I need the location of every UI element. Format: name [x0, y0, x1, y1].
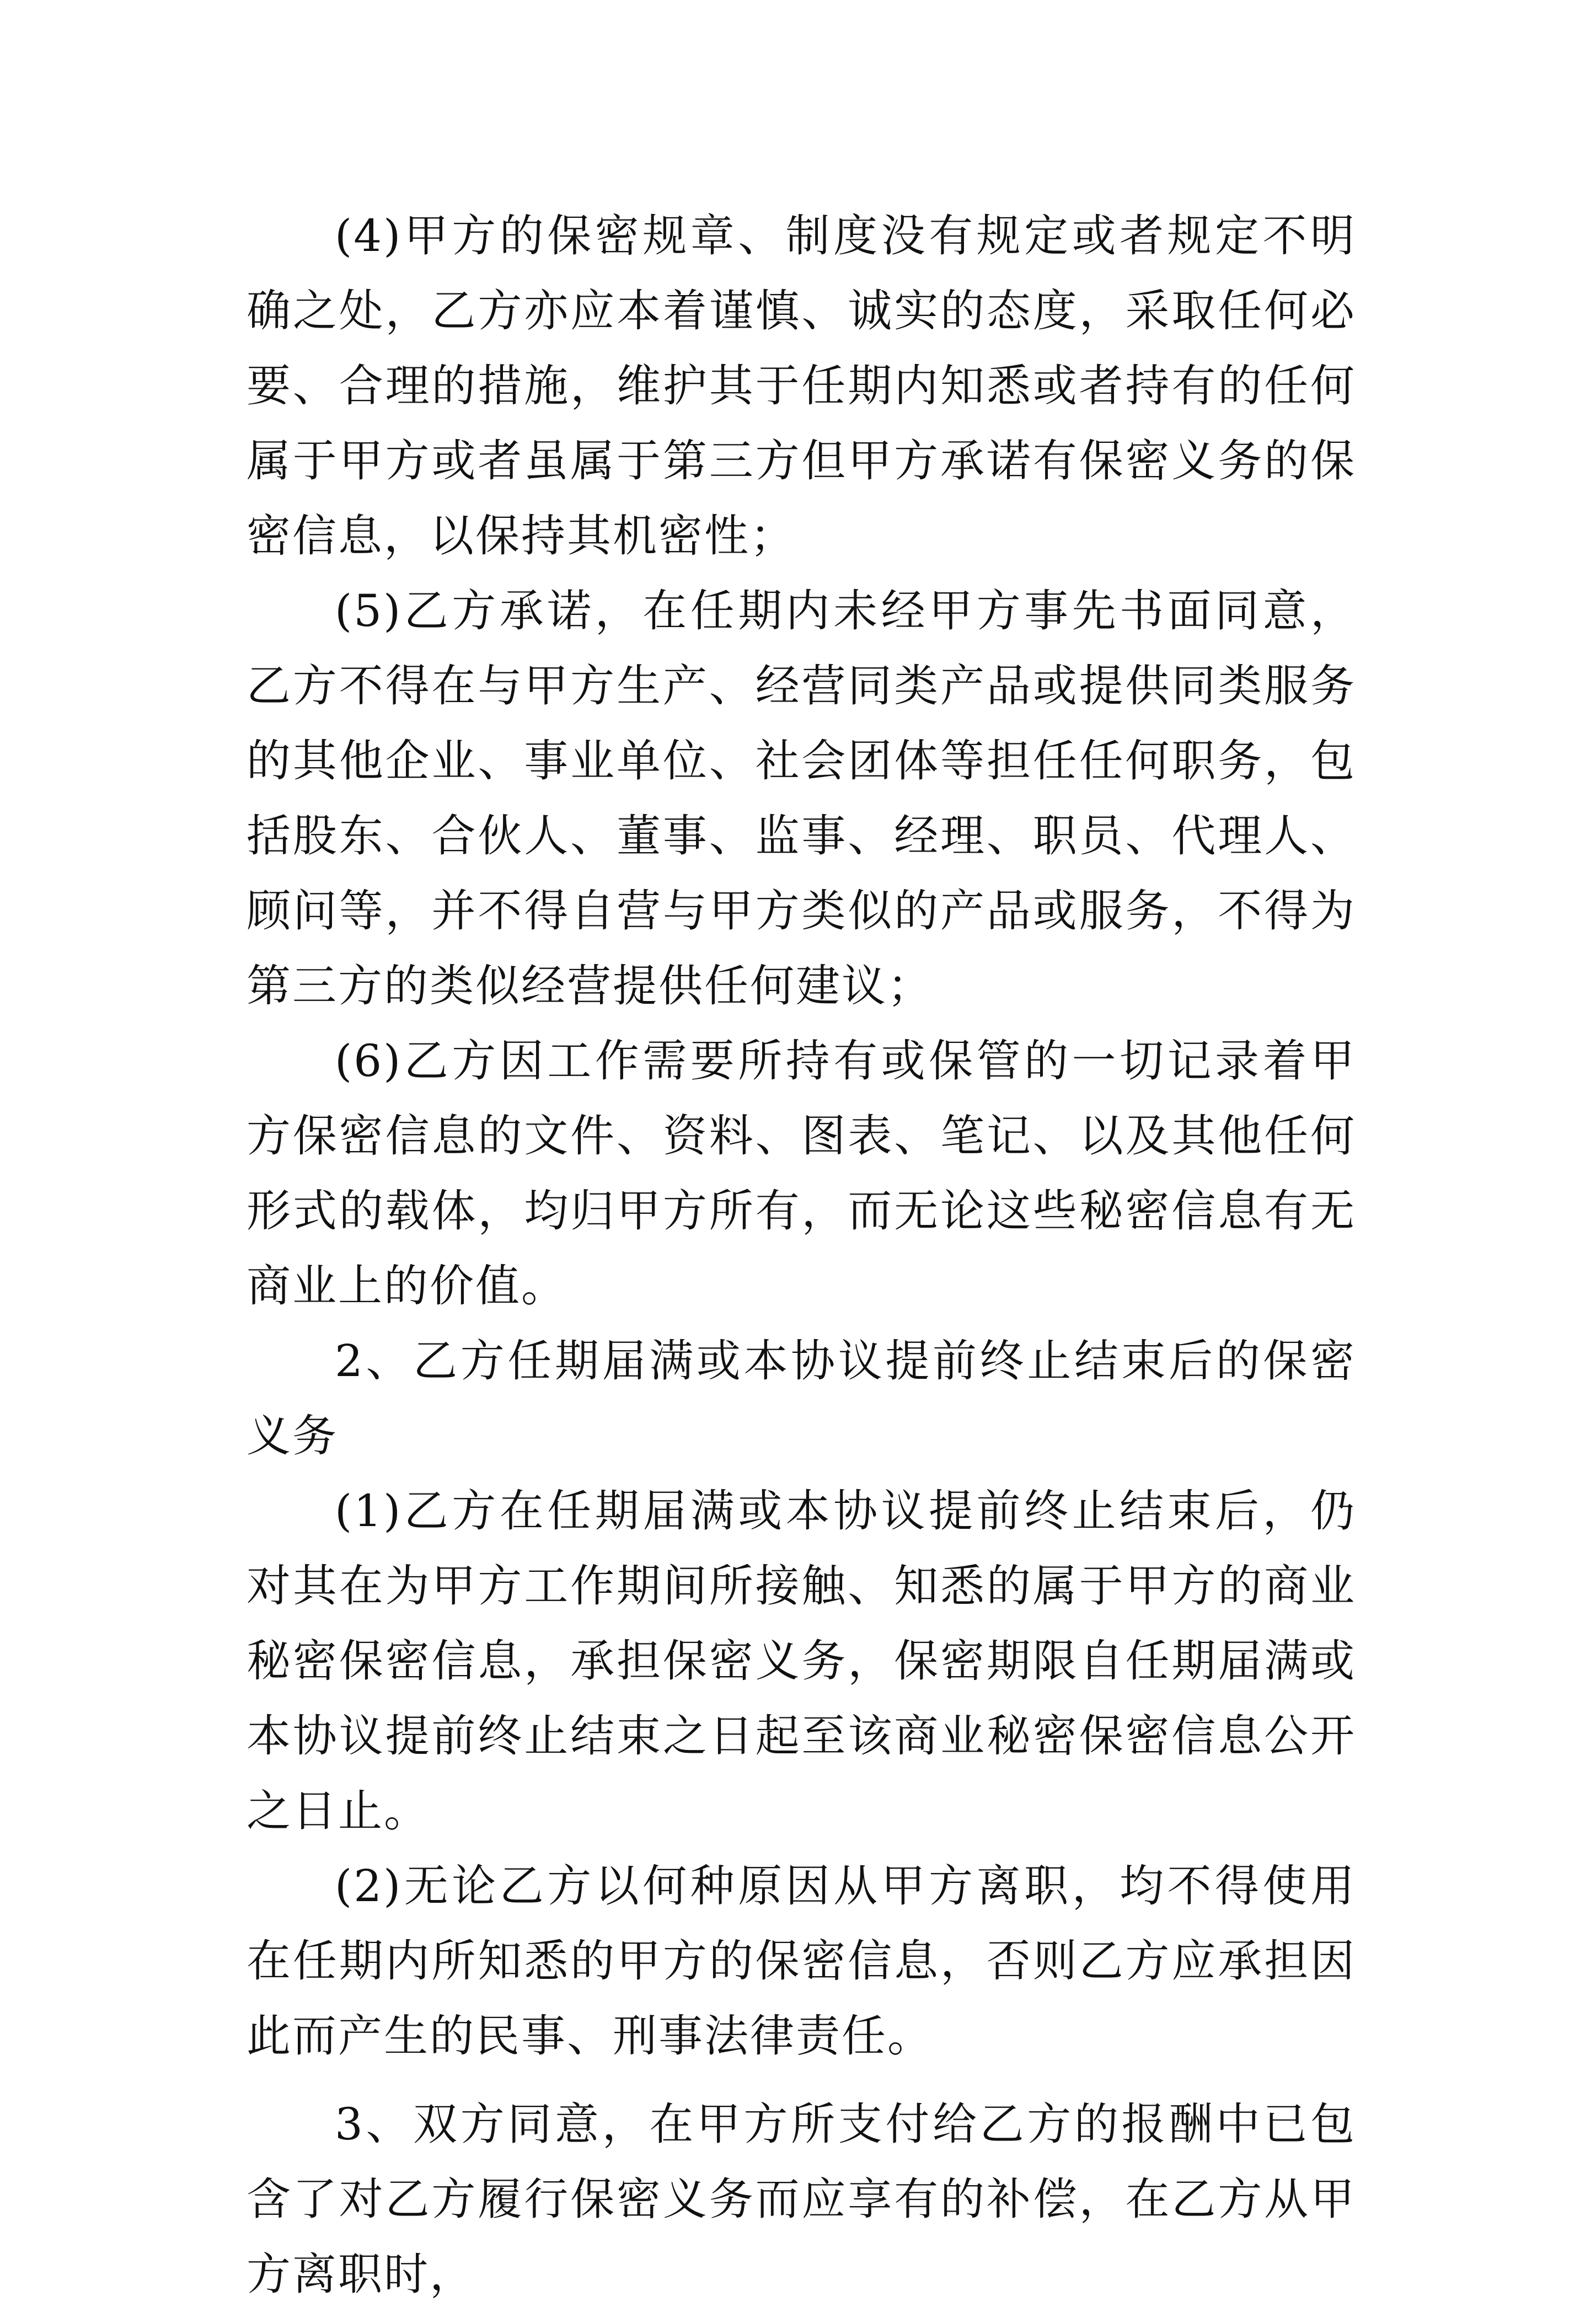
paragraph-post-term-2: (2)无论乙方以何种原因从甲方离职，均不得使用在任期内所知悉的甲方的保密信息，否则乙方应承担因此而产生的民事、刑事法律责任。: [247, 1860, 1356, 2062]
paragraph-clause-4: (4)甲方的保密规章、制度没有规定或者规定不明确之处，乙方亦应本着谨慎、诚实的态度，采取任何必要、合理的措施，维护其于任期内知悉或者持有的任何属于甲方或者虽属于第三方但甲方承诺有保密义务的保密信息，以保持其机密性；: [247, 210, 1356, 561]
paragraph-post-term-1: (1)乙方在任期届满或本协议提前终止结束后，仍对其在为甲方工作期间所接触、知悉的属于甲方的商业秘密保密信息，承担保密义务，保密期限自任期届满或本协议提前终止结束之日起至该商业秘密保密信息公开之日止。: [247, 1485, 1356, 1837]
section-heading-2: 2、乙方任期届满或本协议提前终止结束后的保密义务: [247, 1335, 1356, 1462]
paragraph-clause-6: (6)乙方因工作需要所持有或保管的一切记录着甲方保密信息的文件、资料、图表、笔记、以及其他任何形式的载体，均归甲方所有，而无论这些秘密信息有无商业上的价值。: [247, 1035, 1356, 1312]
document-body: [247, 199, 1356, 2312]
paragraph-clause-5: (5)乙方承诺，在任期内未经甲方事先书面同意，乙方不得在与甲方生产、经营同类产品或提供同类服务的其他企业、事业单位、社会团体等担任任何职务，包括股东、合伙人、董事、监事、经理、职员、代理人、顾问等，并不得自营与甲方类似的产品或服务，不得为第三方的类似经营提供任何建议；: [247, 585, 1356, 1012]
section-3-paragraph: 3、双方同意，在甲方所支付给乙方的报酬中已包含了对乙方履行保密义务而应享有的补偿，在乙方从甲方离职时，: [247, 2099, 1356, 2300]
